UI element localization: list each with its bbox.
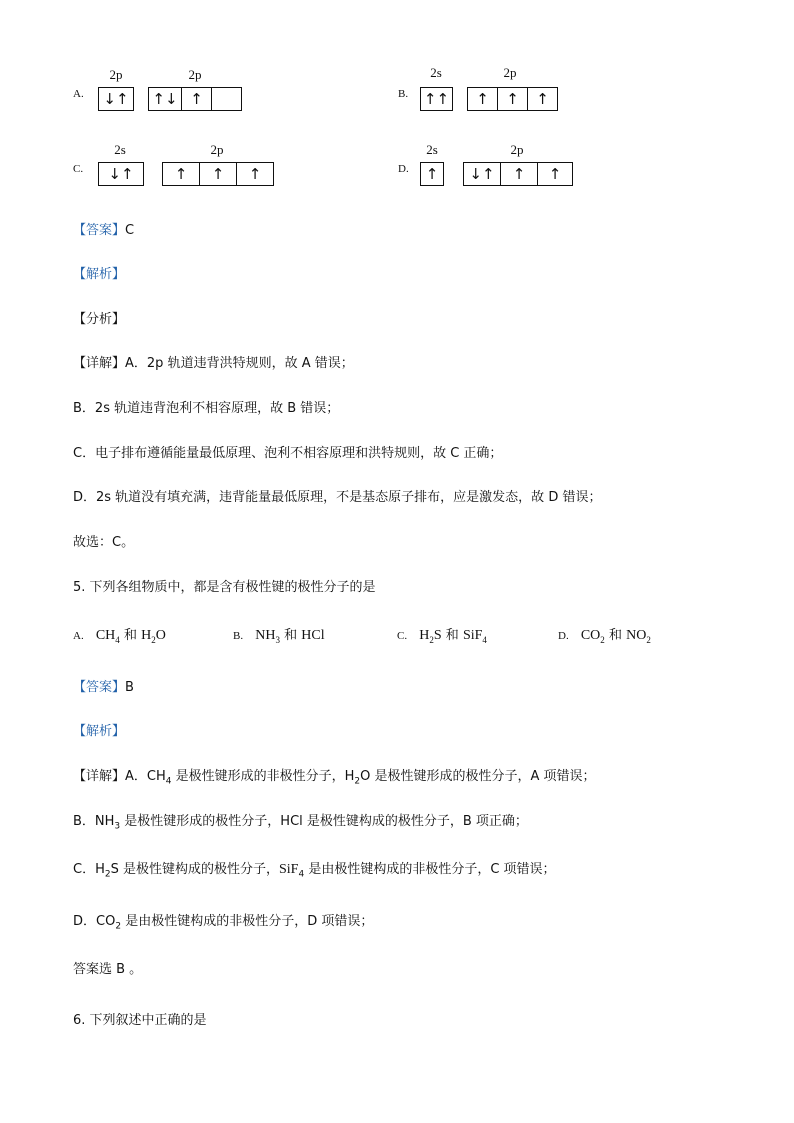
option-a-group2-label: 2p [188, 67, 202, 82]
formula-tail: S [433, 628, 442, 643]
orbital-box: ↑ [468, 88, 498, 110]
subscript: 2 [646, 634, 651, 645]
q5-analysis-tag: 【解析】 [73, 724, 126, 739]
subscript: 4 [482, 634, 487, 645]
q4-conclusion: 故选：C。 [73, 535, 135, 550]
orbital-box: ↑ [200, 163, 237, 185]
q4-detail-line-a [73, 352, 354, 371]
orbital-box: ↓↑ [108, 164, 134, 183]
text: 是极性键形成的极性分子，HCl 是极性键构成的极性分子，B 项正确； [120, 814, 528, 829]
q5-detail-line-d [73, 910, 373, 932]
detail-tag: 【详解】 [73, 356, 126, 371]
formula: H [141, 628, 152, 643]
option-label: A. [73, 630, 84, 642]
subscript: 2 [151, 634, 156, 645]
orbital-box: ↑ [501, 163, 538, 185]
q4-fenxi-tag: 【分析】 [73, 312, 126, 327]
conjunction: 和 [123, 628, 137, 643]
q5-detail-line-b [73, 810, 528, 832]
subscript: 2 [104, 869, 111, 880]
formula: SiF [278, 862, 299, 877]
option-label: C. [397, 630, 408, 642]
detail-text: A．2p 轨道违背洪特规则，故 A 错误； [125, 356, 354, 371]
option-d-label: D. [398, 163, 409, 175]
conjunction: 和 [608, 628, 622, 643]
formula: SiF [462, 628, 483, 643]
orbital-box: ↑ [548, 164, 562, 183]
orbital-box: ↓↑ [103, 89, 129, 108]
formula-tail: O [155, 628, 166, 643]
detail-tag: 【详解】 [73, 769, 126, 784]
text: D．CO [73, 914, 116, 929]
answer-value: B [125, 680, 134, 695]
subscript: 2 [354, 776, 361, 787]
option-b-group2-label: 2p [503, 65, 517, 80]
option-a-group1-label: 2p [109, 67, 123, 82]
formula: CH [95, 628, 116, 643]
text: 是由极性键构成的非极性分子，C 项错误； [304, 862, 556, 877]
option-a-label: A. [73, 88, 84, 100]
text: O 是极性键形成的极性分子，A 项错误； [360, 769, 596, 784]
orbital-box: ↑ [248, 164, 262, 183]
option-c-group2-label: 2p [210, 142, 224, 157]
answer-tag: 【答案】 [73, 223, 126, 238]
option-d-group2-boxes [463, 162, 573, 186]
subscript: 2 [429, 634, 434, 645]
subscript: 2 [600, 634, 605, 645]
q5-option-b [233, 624, 325, 645]
option-label: D. [558, 630, 569, 642]
formula: H [419, 628, 430, 643]
orbital-box: ↑ [498, 88, 528, 110]
subscript: 2 [115, 921, 122, 932]
text: S 是极性键构成的极性分子， [110, 862, 279, 877]
q5-conclusion: 答案选 B 。 [73, 962, 143, 977]
text: C．H [73, 862, 105, 877]
formula: NO [626, 628, 647, 643]
option-c-label: C. [73, 163, 84, 175]
subscript: 4 [165, 776, 172, 787]
q5-detail-line-a [73, 765, 596, 787]
conjunction: 和 [445, 628, 459, 643]
subscript: 3 [114, 821, 121, 832]
q5-option-c [397, 624, 487, 645]
option-a-group1-boxes [98, 87, 134, 111]
subscript: 4 [298, 869, 305, 880]
orbital-box: ↑ [425, 164, 439, 183]
option-a-group2-boxes [148, 87, 242, 111]
q5-option-a [73, 624, 166, 645]
subscript: 3 [275, 634, 280, 645]
formula: HCl [301, 628, 325, 643]
formula: NH [255, 628, 276, 643]
answer-tag: 【答案】 [73, 680, 126, 695]
q4-detail-line-b: B．2s 轨道违背泡利不相容原理，故 B 错误； [73, 401, 340, 416]
formula: CO [580, 628, 601, 643]
option-b-group1-label: 2s [430, 65, 442, 80]
q4-answer [73, 219, 134, 238]
q5-option-d [558, 624, 651, 645]
option-c-group1-boxes [98, 162, 144, 186]
answer-value: C [125, 223, 135, 238]
orbital-box [212, 88, 241, 110]
option-d-group1-label: 2s [426, 142, 438, 157]
text: 是极性键形成的非极性分子，H [171, 769, 355, 784]
option-label: B. [233, 630, 244, 642]
q4-detail-line-c: C．电子排布遵循能量最低原理、泡利不相容原理和洪特规则，故 C 正确； [73, 446, 503, 461]
option-c-group2-boxes [162, 162, 274, 186]
option-b-group1-boxes [420, 87, 453, 111]
text: 是由极性键构成的非极性分子，D 项错误； [121, 914, 374, 929]
option-d-group1-boxes [420, 162, 444, 186]
orbital-box: ↑ [182, 88, 212, 110]
option-b-group2-boxes [467, 87, 558, 111]
q4-analysis-tag: 【解析】 [73, 267, 126, 282]
option-b-label: B. [398, 88, 409, 100]
subscript: 4 [115, 634, 120, 645]
q5-answer [73, 676, 134, 695]
q5-question: 5. 下列各组物质中，都是含有极性键的极性分子的是 [73, 580, 376, 595]
text: B．NH [73, 814, 115, 829]
orbital-box: ↑↓ [149, 88, 182, 110]
orbital-box: ↓↑ [464, 163, 501, 185]
orbital-box: ↑ [536, 89, 549, 108]
option-c-group1-label: 2s [114, 142, 126, 157]
orbital-box: ↑↑ [423, 89, 450, 108]
option-d-group2-label: 2p [510, 142, 524, 157]
q4-detail-line-d: D．2s 轨道没有填充满，违背能量最低原理，不是基态原子排布，应是激发态，故 D 错误； [73, 490, 602, 505]
orbital-box: ↑ [163, 163, 200, 185]
conjunction: 和 [284, 628, 298, 643]
q6-question: 6. 下列叙述中正确的是 [73, 1013, 207, 1028]
q5-detail-line-c [73, 858, 556, 880]
text: A．CH [125, 769, 166, 784]
